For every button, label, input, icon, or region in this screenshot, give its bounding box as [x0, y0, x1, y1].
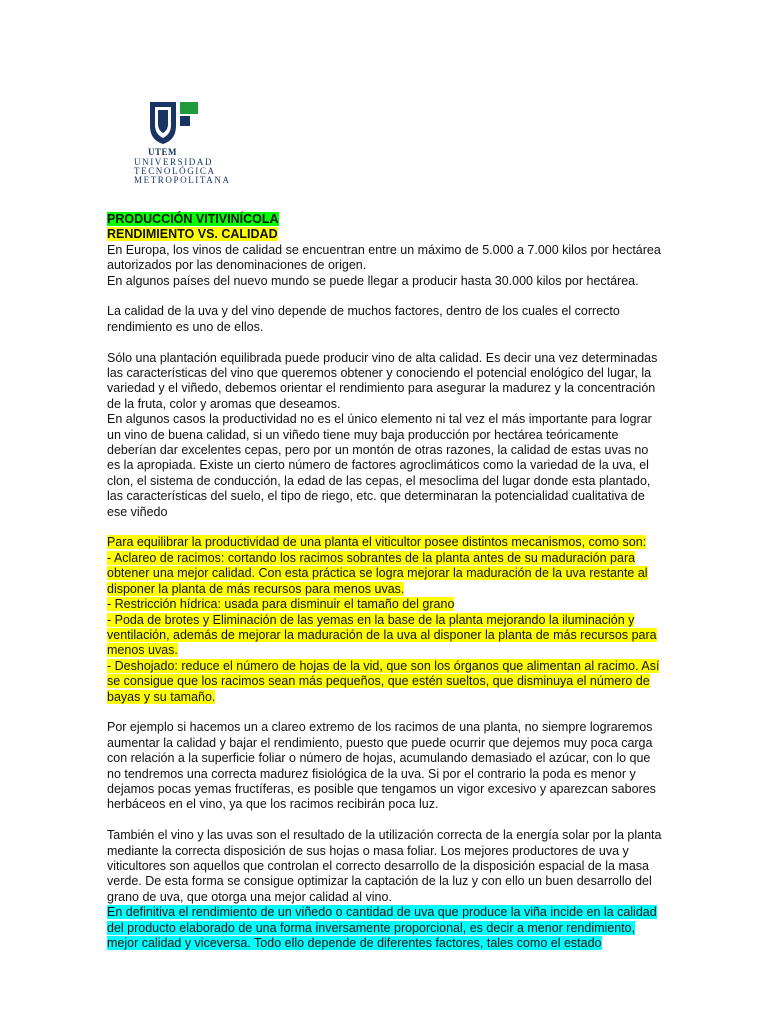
mechanisms-item	[107, 659, 663, 705]
example-paragraph: Por ejemplo si hacemos un a clareo extremo de los racimos de una planta, no siempre lograremos aumentar la calidad y bajar el rendimiento, puesto que puede ocurrir que dejemos muy poca carga con relación a la superficie foliar o número de hojas, acumulando demasiado el azúcar, con lo que no tendremos una correcta madurez fisiológica de la uva. Si por el contrario la poda es menor y dejamos pocas yemas fructíferas, es posible que tengamos un vigor excesivo y aparezcan sabores herbáceos en el vino, ya que los racimos recibirán poca luz.	[107, 720, 656, 812]
intro-paragraph: En Europa, los vinos de calidad se encuentran entre un máximo de 5.000 a 7.000 kilos por hectárea autorizados por las denominaciones de origen.	[107, 242, 661, 273]
mechanisms-item	[107, 535, 663, 550]
mechanisms-text: - Poda de brotes y Eliminación de las yemas en la base de la planta mejorando la iluminación y ventilación, además de mejorar la maduración de la uva al disponer la planta de más recursos para menos uvas.	[107, 612, 657, 658]
logo-name-line: METROPOLITANA	[134, 175, 231, 185]
solar-paragraph: También el vino y las uvas son el resultado de la utilización correcta de la energía solar por la planta mediante la correcta disposición de sus hojas o masa foliar. Los mejores productores de uva y viticultores son aquellos que controlan el correcto desarrollo de la disposición espacial de la masa verde. De esta forma se consigue optimizar la captación de la luz y con ello un buen desarrollo del grano de uva, que otorga una mejor calidad al vino.	[107, 828, 662, 904]
quality-paragraph: La calidad de la uva y del vino depende de muchos factores, dentro de los cuales el correcto rendimiento es uno de ellos.	[107, 304, 620, 334]
title-text: PRODUCCIÓN VITIVINÍCOLA	[107, 212, 279, 226]
mechanisms-text: - Aclareo de racimos: cortando los racimos sobrantes de la planta antes de su maduración para obtener una mejor calidad. Con esta práctica se logra mejorar la maduración de la uva restante al disponer la planta de más recursos para menos uvas.	[107, 550, 648, 596]
utem-shield-icon	[148, 98, 200, 146]
utem-logo	[134, 98, 231, 185]
subtitle-text: RENDIMIENTO VS. CALIDAD	[107, 227, 278, 242]
mechanisms-text: - Restricción hídrica: usada para disminuir el tamaño del grano	[107, 597, 455, 612]
mechanisms-item	[107, 597, 663, 612]
document-body	[107, 212, 663, 951]
conclusion-text: En definitiva el rendimiento de un viñedo o cantidad de uva que produce la viña incide en la calidad del producto elaborado de una forma inversamente proporcional, es decir a menor rendimiento, mejor calidad y viceversa. Todo ello depende de diferentes factores, tales como el estado	[107, 905, 657, 951]
logo-acronym: UTEM	[148, 147, 177, 157]
document-title	[107, 212, 663, 227]
mechanisms-item	[107, 613, 663, 659]
mechanisms-text: Para equilibrar la productividad de una planta el viticultor posee distintos mecanismos, como son:	[107, 535, 647, 550]
balance-paragraph: En algunos casos la productividad no es el único elemento ni tal vez el más importante para lograr un vino de buena calidad, si un viñedo tiene muy baja producción por hectárea teóricamente deberían dar excelentes cepas, pero por un montón de otras razones, la calidad de estas uvas no es la apropiada. Existe un cierto número de factores agroclimáticos como la variedad de la uva, el clon, el sistema de conducción, la edad de las cepas, el mesoclima del lugar donde esta plantado, las características del suelo, el tipo de riego, etc. que determinaran la potencialidad cualitativa de ese viñedo	[107, 412, 652, 519]
balance-paragraph: Sólo una plantación equilibrada puede producir vino de alta calidad. Es decir una vez determinadas las características del vino que queremos obtener y conociendo el potencial enológico del lugar, la variedad y el viñedo, debemos orientar el rendimiento para asegurar la madurez y la concentración de la fruta, color y aromas que deseamos.	[107, 350, 658, 411]
logo-name-line: UNIVERSIDAD	[134, 157, 214, 167]
conclusion-paragraph	[107, 905, 663, 951]
mechanisms-item	[107, 551, 663, 597]
logo-name-line: TECNOLÓGICA	[134, 166, 216, 176]
document-subtitle	[107, 227, 663, 242]
intro-paragraph: En algunos países del nuevo mundo se puede llegar a producir hasta 30.000 kilos por hectárea.	[107, 273, 639, 288]
mechanisms-text: - Deshojado: reduce el número de hojas de la vid, que son los órganos que alimentan al racimo. Así se consigue que los racimos sean más pequeños, que estén sueltos, que disminuya el número de bayas y su tamaño.	[107, 658, 660, 704]
